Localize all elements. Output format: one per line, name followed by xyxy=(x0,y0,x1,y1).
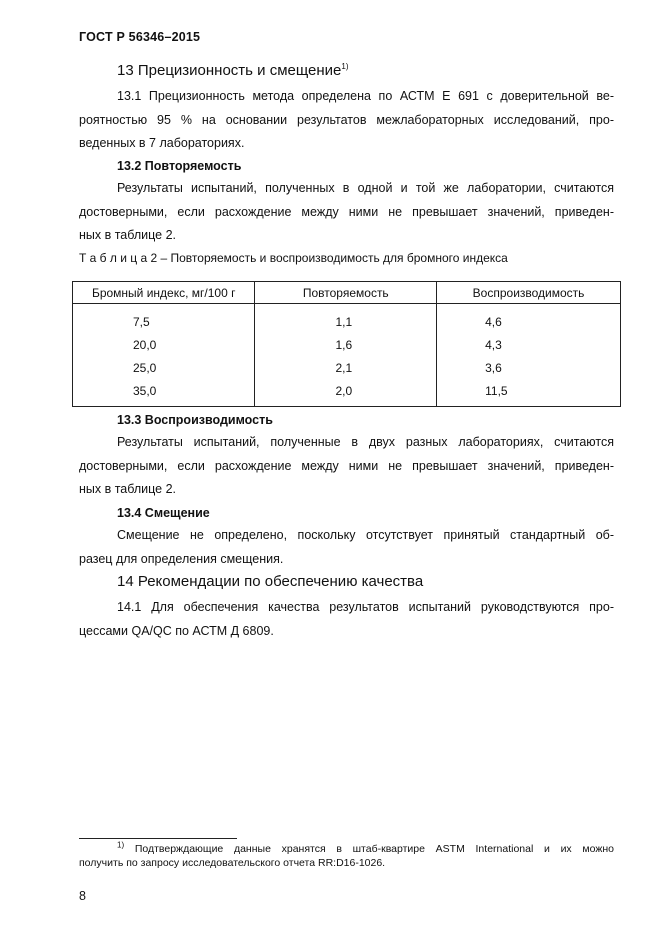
paragraph-line: роятностью 95 % на основании результатов межлабораторных исследований, про- xyxy=(79,112,614,127)
paragraph-line: разец для определения смещения. xyxy=(79,551,284,566)
table-cell: 7,5 xyxy=(73,304,255,334)
table-caption-text: 2 – Повторяемость и воспроизводимость для бромного индекса xyxy=(150,251,508,265)
table-cell: 20,0 xyxy=(73,333,255,356)
page-number: 8 xyxy=(79,889,86,903)
section-13-title: 13 Прецизионность и смещение xyxy=(117,62,342,79)
paragraph-line: Результаты испытаний, полученных в одной и той же лаборатории, считаются xyxy=(117,181,614,195)
table-row xyxy=(73,333,621,356)
column-header-repeatability: Повторяемость xyxy=(255,282,437,304)
table-cell: 35,0 xyxy=(73,379,255,407)
subsection-13-3-title: 13.3 Воспроизводимость xyxy=(117,413,273,427)
table-row xyxy=(73,304,621,334)
paragraph-14-1 xyxy=(79,596,614,643)
footnote-line xyxy=(79,840,614,857)
table-cell: 1,6 xyxy=(255,333,437,356)
table-header-row xyxy=(73,282,621,304)
table-caption-prefix: Т а б л и ц а xyxy=(79,251,148,265)
table-cell: 11,5 xyxy=(437,379,621,407)
paragraph-line: достоверными, если расхождение между ними не превышает значений, приведен- xyxy=(79,204,614,219)
table-row xyxy=(73,356,621,379)
paragraph-line: веденных в 7 лабораториях. xyxy=(79,136,245,150)
paragraph-13-1 xyxy=(79,85,614,156)
table-caption xyxy=(79,251,508,265)
table-cell: 1,1 xyxy=(255,304,437,334)
table-cell: 4,6 xyxy=(437,304,621,334)
table-cell: 2,0 xyxy=(255,379,437,407)
paragraph-line: 14.1 Для обеспечения качества результатов испытаний руководствуются про- xyxy=(117,600,614,614)
paragraph-line: Смещение не определено, поскольку отсутствует принятый стандартный об- xyxy=(117,528,614,542)
footnote-text: Подтверждающие данные хранятся в штаб-квартире ASTM International и их можно xyxy=(134,843,614,855)
section-13-heading xyxy=(117,62,349,79)
column-header-reproducibility: Воспроизводимость xyxy=(437,282,621,304)
paragraph-line: Результаты испытаний, полученные в двух разных лабораториях, считаются xyxy=(117,435,614,449)
document-code: ГОСТ Р 56346–2015 xyxy=(79,30,201,44)
footnote-separator xyxy=(79,838,237,839)
paragraph-line: 13.1 Прецизионность метода определена по АСТМ Е 691 с доверительной ве- xyxy=(117,89,614,103)
table-cell: 4,3 xyxy=(437,333,621,356)
paragraph-13-3 xyxy=(79,431,614,502)
column-header-bromine-index: Бромный индекс, мг/100 г xyxy=(73,282,255,304)
table-row xyxy=(73,379,621,407)
footnote-line: получить по запросу исследовательского отчета RR:D16-1026. xyxy=(79,856,386,869)
subsection-13-2-title: 13.2 Повторяемость xyxy=(117,159,242,173)
paragraph-13-4 xyxy=(79,524,614,571)
section-14-title: 14 Рекомендации по обеспечению качества xyxy=(117,573,424,590)
paragraph-line: ных в таблице 2. xyxy=(79,228,177,242)
subsection-13-4-title: 13.4 Смещение xyxy=(117,506,210,520)
repeatability-table xyxy=(72,281,621,407)
table-cell: 3,6 xyxy=(437,356,621,379)
paragraph-line: цессами QA/QC по АСТМ Д 6809. xyxy=(79,623,274,638)
table-cell: 2,1 xyxy=(255,356,437,379)
footnote-mark: 1) xyxy=(117,840,125,850)
footnote-reference: 1) xyxy=(341,62,349,71)
table-cell: 25,0 xyxy=(73,356,255,379)
paragraph-13-2 xyxy=(79,177,614,248)
paragraph-line: ных в таблице 2. xyxy=(79,482,177,496)
footnote xyxy=(79,840,614,870)
paragraph-line: достоверными, если расхождение между ними не превышает значений, приведен- xyxy=(79,458,614,473)
